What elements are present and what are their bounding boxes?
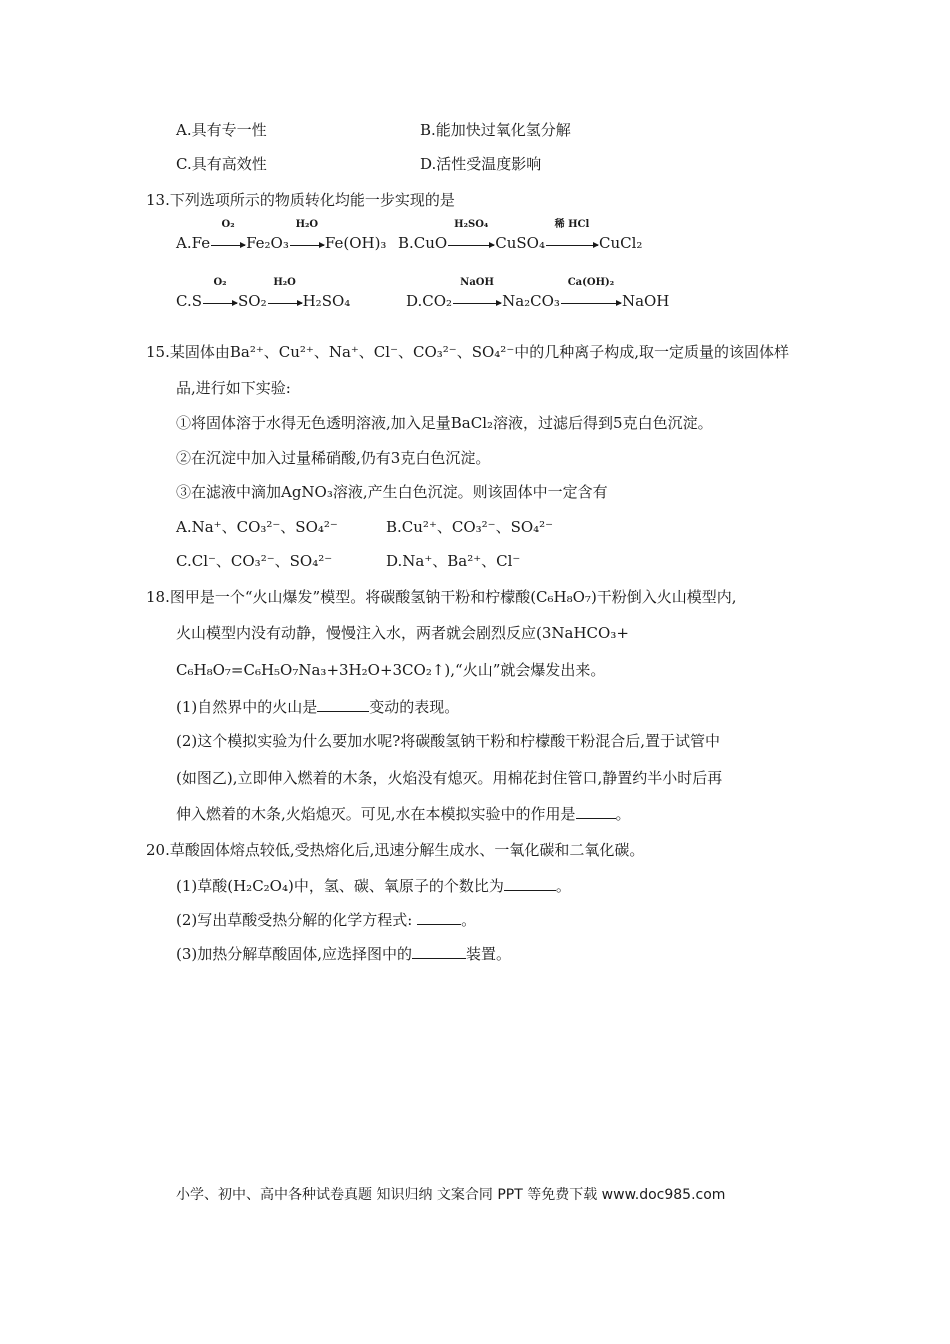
answer-blank [417, 910, 461, 925]
q15-step3: ③在滤液中滴加AgNO₃溶液,产生白色沉淀。则该固体中一定含有 [176, 483, 608, 501]
q15-option-b: B.Cu²⁺、CO₃²⁻、SO₄²⁻ [386, 518, 554, 536]
q13-option-a: A.Fe O₂ Fe₂O₃ H₂O Fe(OH)₃ [176, 219, 387, 252]
q18-part2-line3: 伸入燃着的木条,火焰熄灭。可见,水在本模拟实验中的作用是 。 [176, 805, 631, 823]
q20-part1: (1)草酸(H₂C₂O₄)中，氢、碳、氧原子的个数比为 。 [176, 877, 571, 895]
q15-option-d: D.Na⁺、Ba²⁺、Cl⁻ [386, 552, 521, 570]
answer-blank [504, 876, 556, 891]
q12-option-b: B.能加快过氧化氢分解 [420, 121, 571, 139]
reaction-arrow: 稀 HCl [546, 233, 598, 253]
reaction-arrow: H₂O [290, 233, 324, 253]
q20-stem: 20.草酸固体熔点较低,受热熔化后,迅速分解生成水、一氧化碳和二氧化碳。 [146, 841, 645, 859]
q18-stem-line2: 火山模型内没有动静，慢慢注入水，两者就会剧烈反应(3NaHCO₃+ [176, 624, 629, 642]
q12-option-c: C.具有高效性 [176, 155, 267, 173]
q12-option-a: A.具有专一性 [176, 121, 267, 139]
q18-stem-line1: 18.图甲是一个“火山爆发”模型。将碳酸氢钠干粉和柠檬酸(C₆H₈O₇)干粉倒入火山模型内, [146, 588, 737, 606]
reaction-arrow: H₂SO₄ [448, 233, 494, 253]
q15-option-c: C.Cl⁻、CO₃²⁻、SO₄²⁻ [176, 552, 333, 570]
answer-blank [412, 944, 466, 959]
q20-part2: (2)写出草酸受热分解的化学方程式: 。 [176, 911, 477, 929]
q13-option-b: B.CuO H₂SO₄ CuSO₄ 稀 HCl CuCl₂ [398, 219, 643, 252]
reaction-arrow: O₂ [203, 291, 237, 311]
q18-stem-line3: C₆H₈O₇=C₆H₅O₇Na₃+3H₂O+3CO₂↑),“火山”就会爆发出来。 [176, 661, 606, 679]
answer-blank [317, 697, 369, 712]
reaction-arrow: O₂ [211, 233, 245, 253]
page-footer: 小学、初中、高中各种试卷真题 知识归纳 文案合同 PPT 等免费下载 www.doc985.com [176, 1187, 726, 1203]
q15-step2: ②在沉淀中加入过量稀硝酸,仍有3克白色沉淀。 [176, 449, 491, 467]
q20-part3: (3)加热分解草酸固体,应选择图中的 装置。 [176, 945, 512, 963]
q15-option-a: A.Na⁺、CO₃²⁻、SO₄²⁻ [176, 518, 338, 536]
q18-part2-line1: (2)这个模拟实验为什么要加水呢?将碳酸氢钠干粉和柠檬酸干粉混合后,置于试管中 [176, 732, 721, 750]
q15-stem-line1: 15.某固体由Ba²⁺、Cu²⁺、Na⁺、Cl⁻、CO₃²⁻、SO₄²⁻中的几种离子构成,取一定质量的该固体样 [146, 343, 790, 361]
reaction-arrow: Ca(OH)₂ [561, 291, 621, 311]
q18-part1: (1)自然界中的火山是 变动的表现。 [176, 698, 460, 716]
q18-part2-line2: (如图乙),立即伸入燃着的木条，火焰没有熄灭。用棉花封住管口,静置约半小时后再 [176, 769, 723, 787]
reaction-arrow: H₂O [268, 291, 302, 311]
q15-stem-line2: 品,进行如下实验: [176, 379, 291, 397]
q13-option-d: D.CO₂ NaOH Na₂CO₃ Ca(OH)₂ NaOH [406, 277, 670, 310]
q13-stem: 13.下列选项所示的物质转化均能一步实现的是 [146, 191, 455, 209]
reaction-arrow: NaOH [453, 291, 501, 311]
answer-blank [576, 804, 616, 819]
q15-step1: ①将固体溶于水得无色透明溶液,加入足量BaCl₂溶液，过滤后得到5克白色沉淀。 [176, 414, 713, 432]
q12-option-d: D.活性受温度影响 [420, 155, 542, 173]
q13-option-c: C.S O₂ SO₂ H₂O H₂SO₄ [176, 277, 351, 310]
